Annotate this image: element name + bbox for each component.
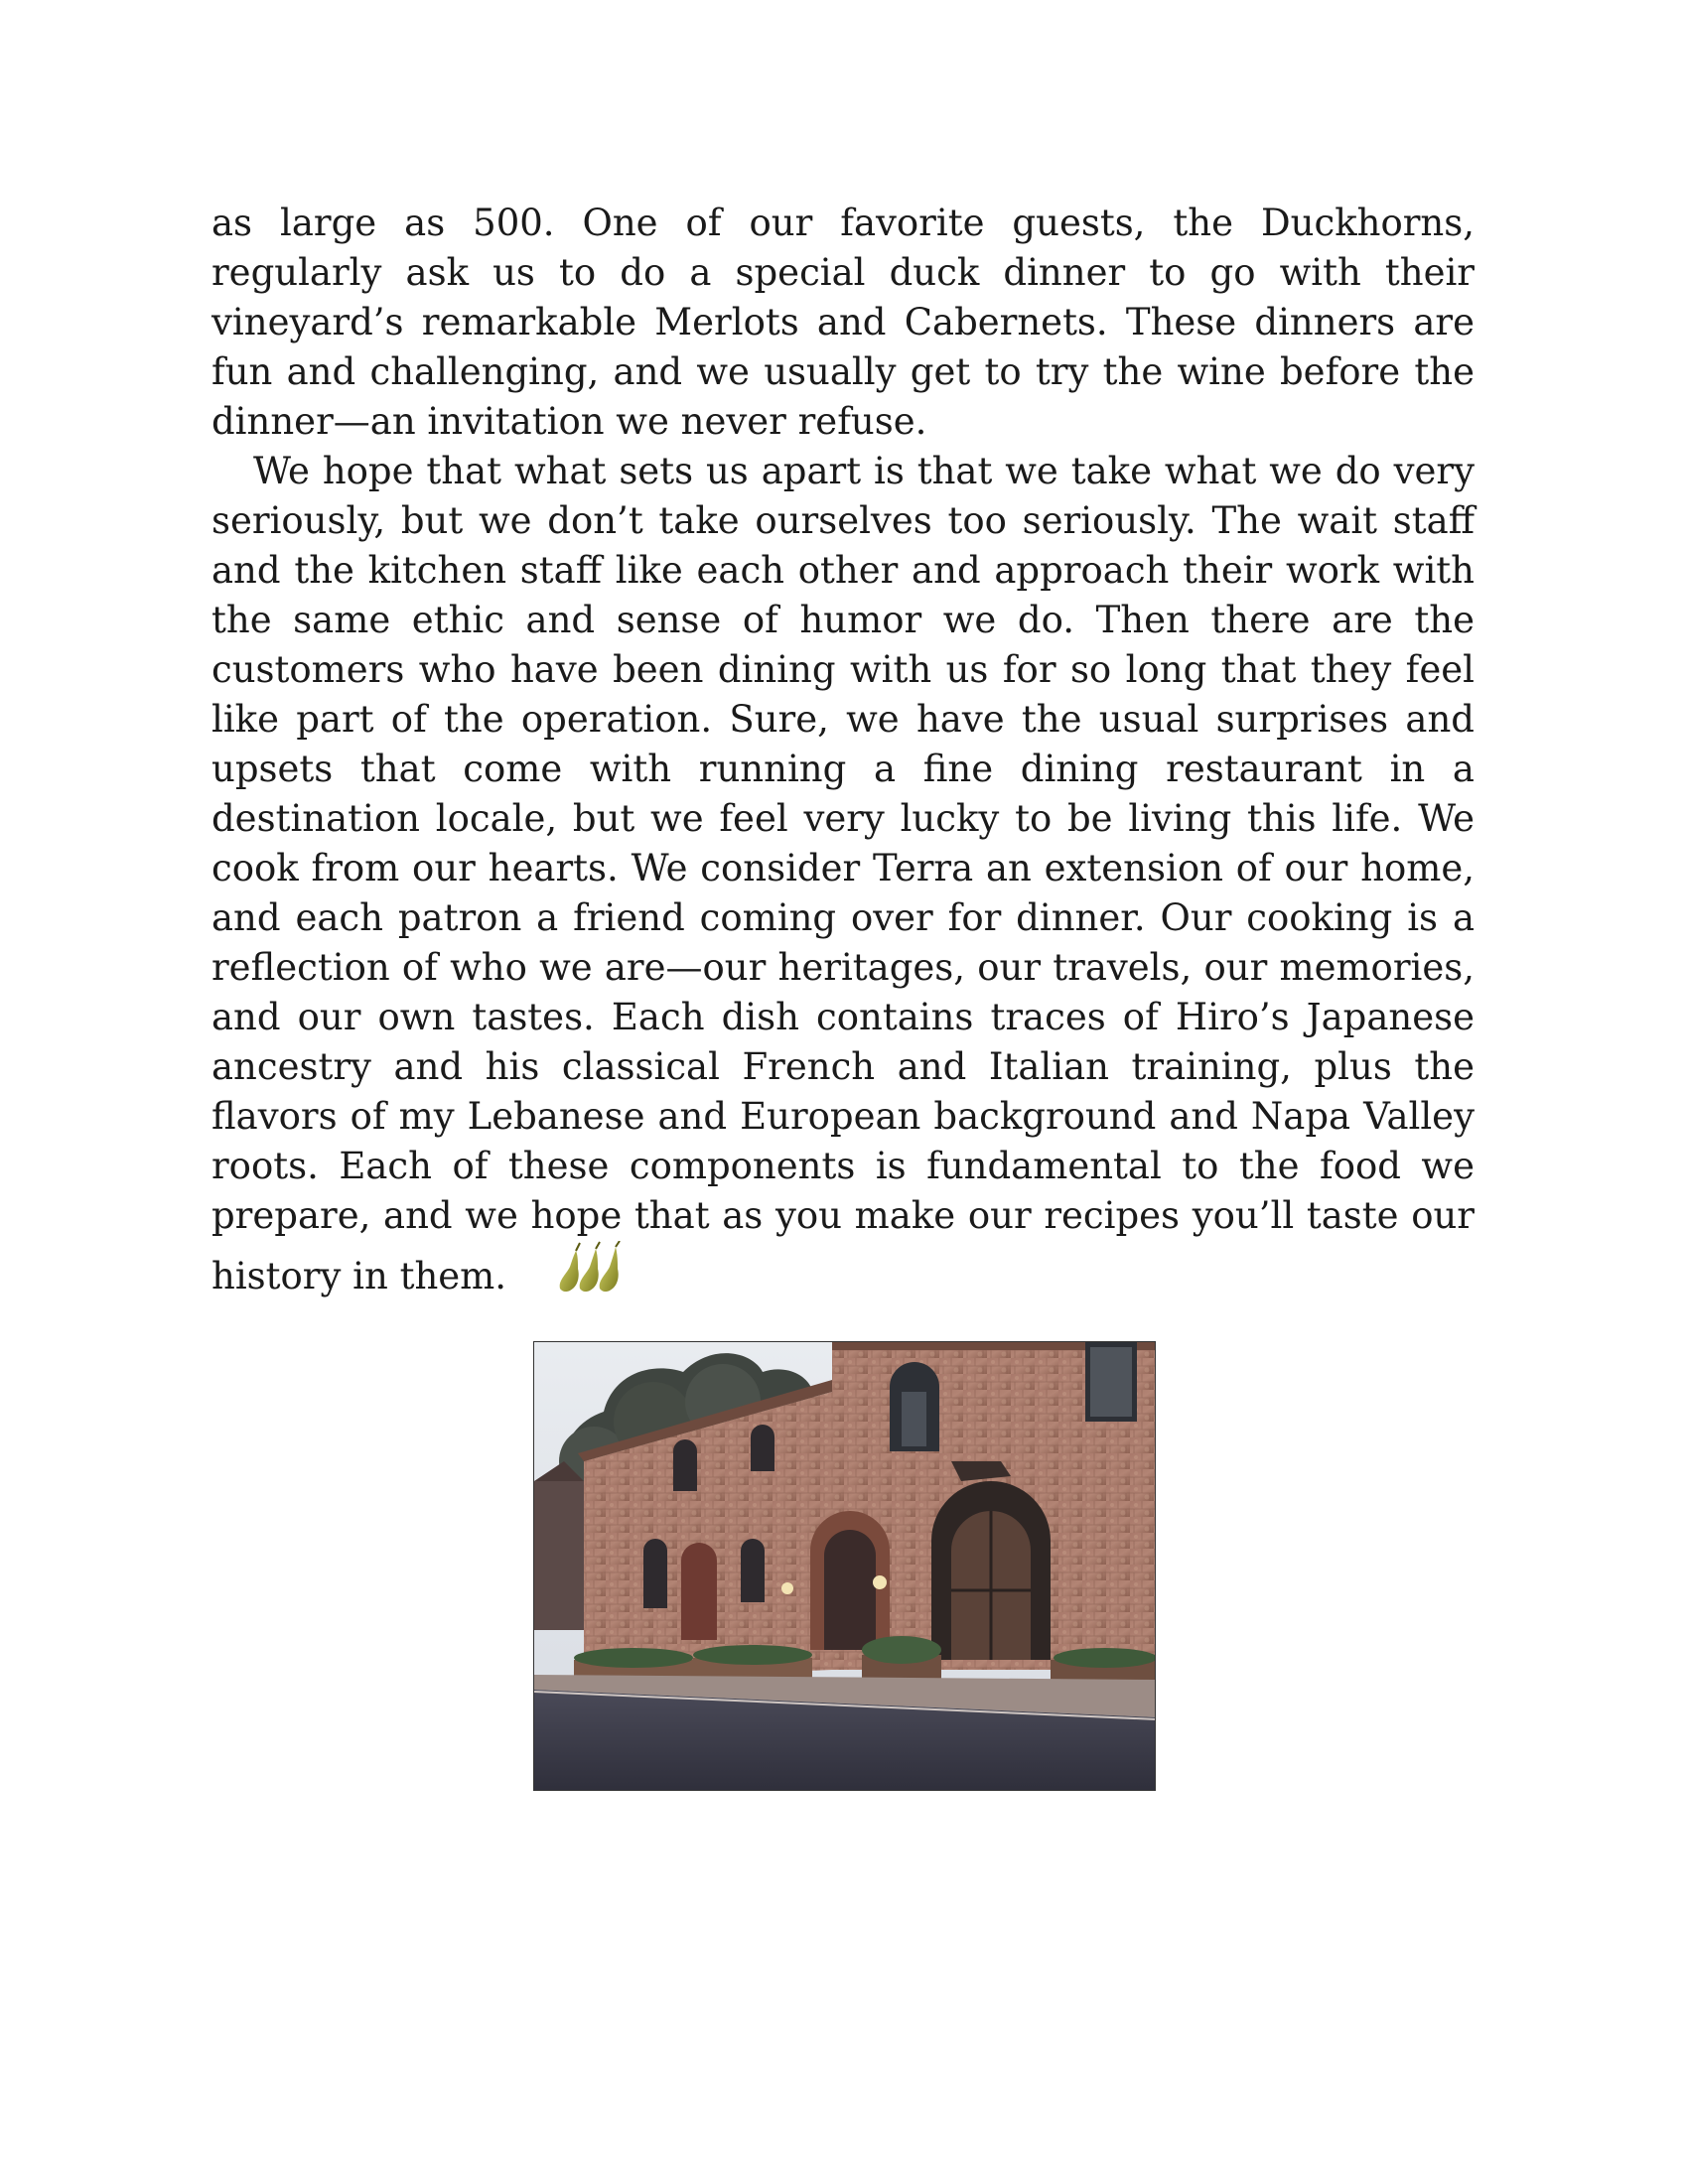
- paragraph-2-text: We hope that what sets us apart is that we take what we do very seriously, but we don’t take ourselves too seriously. The wait staff and the kitchen staff like each other and approach their work with the same ethic and sense of humor we do. Then there are the customers who have been dining with us for so long that they feel like part of the operation. Sure, we have the usual surprises and upsets that come with running a fine dining restaurant in a destination locale, but we feel very lucky to be living this life. We cook from our hearts. We consider Terra an extension of our home, and each patron a friend coming over for dinner. Our cooking is a reflection of who we are—our heritages, our travels, our memories, and our own tastes. Each dish contains traces of Hiro’s Japanese ancestry and his classical French and Italian training, plus the flavors of my Lebanese and European background and Napa Valley roots. Each of these components is fundamental to the food we prepare, and we hope that as you make our recipes you’ll taste our history in them.: [211, 450, 1475, 1297]
- body-text: [211, 199, 1475, 1301]
- stone-building-photo: [533, 1341, 1156, 1791]
- paragraph-1: as large as 500. One of our favorite guests, the Duckhorns, regularly ask us to do a special duck dinner to go with their vineyard’s remarkable Merlots and Cabernets. These dinners are fun and challenging, and we usually get to try the wine before the dinner—an invitation we never refuse.: [211, 202, 1475, 443]
- pear-trio-icon: [514, 1241, 582, 1295]
- paragraph-2: [211, 447, 1475, 1301]
